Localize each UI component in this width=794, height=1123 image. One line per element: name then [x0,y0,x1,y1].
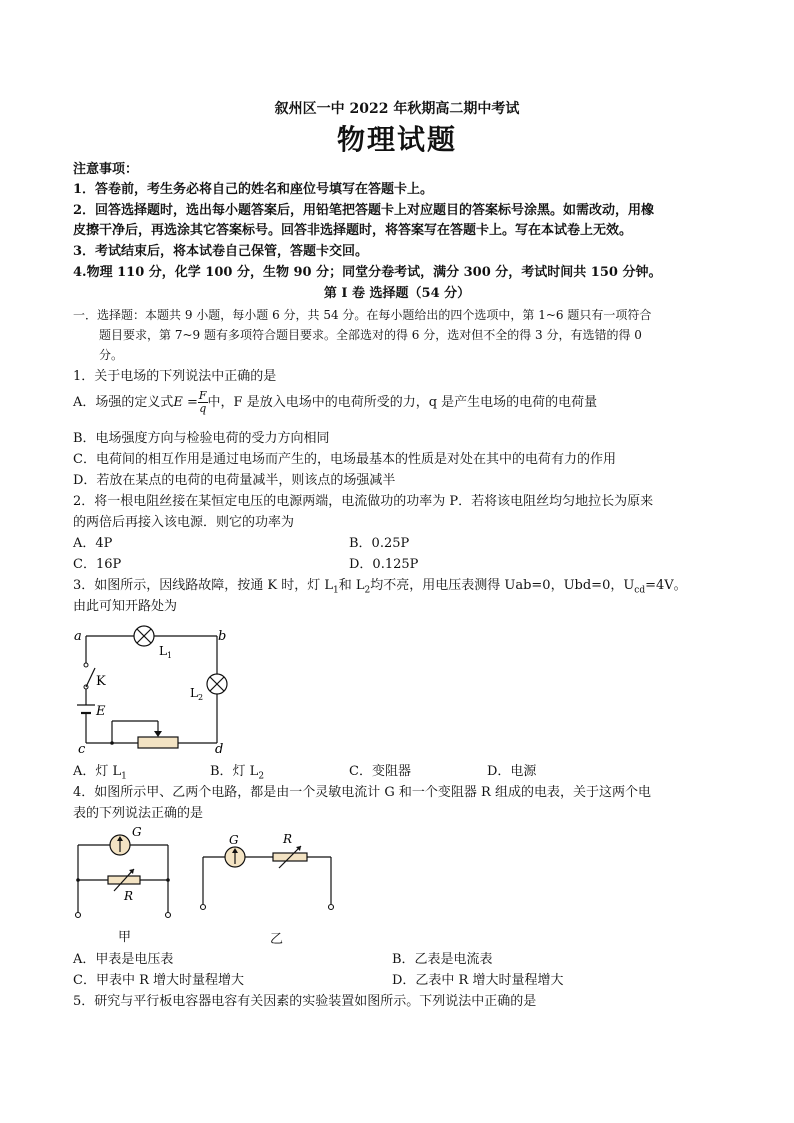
battery-e-icon [77,705,95,713]
galvanometer-g-icon [225,847,245,867]
node-label-b: b [218,629,227,644]
section-heading: 第 I 卷 选择题（54 分） [323,286,471,301]
question-1-option-d: D．若放在某点的电荷的电荷量减半，则该点的场强减半 [73,473,396,488]
resistor-r-icon [273,846,307,868]
question-1-option-b: B．电场强度方向与检验电荷的受力方向相同 [73,431,330,446]
node-label-c: c [78,742,86,757]
lamp-l1-icon [134,626,154,646]
meter-figure-jia [70,825,180,925]
question-5-stem: 5．研究与平行板电容器电容有关因素的实验装置如图所示。下列说法中正确的是 [73,994,537,1009]
question-1-option-a [73,390,597,415]
question-4-option-c: C．甲表中 R 增大时量程增大 [73,973,244,988]
question-2-stem: 2．将一根电阻丝接在某恒定电压的电源两端，电流做功的功率为 P．若将该电阻丝均匀地拉长为原来 [73,494,654,509]
option-text: A．灯 L [73,764,122,779]
question-4-option-a: A．甲表是电压表 [73,952,174,967]
question-4-option-d: D．乙表中 R 增大时量程增大 [392,973,564,988]
fraction-denominator: q [199,402,207,415]
lamp-l2-icon [207,674,227,694]
question-2-stem: 的两倍后再接入该电源．则它的功率为 [73,515,295,530]
subscript: 1 [333,585,339,596]
lamp-l1-label: $L_1$ [159,644,173,660]
switch-label: K [96,674,106,689]
question-4-stem: 表的下列说法正确的是 [73,806,204,821]
subscript: 2 [258,771,265,782]
notice-item: 4.物理 110 分，化学 100 分，生物 90 分；同堂分卷考试，满分 300 分，考试时间共 150 分钟。 [73,265,662,280]
figure-label-jia: 甲 [118,930,132,945]
node-label-d: d [215,742,224,757]
option-text: B．灯 L [210,764,259,779]
resistor-label: R [283,832,293,846]
resistor-label: R [124,889,134,903]
notice-item: 3．考试结束后，将本试卷自己保管，答题卡交回。 [73,244,369,259]
galvanometer-label: G [229,833,239,847]
question-3-option-c: C．变阻器 [349,764,411,779]
stem-text: 均不亮，用电压表测得 Uab=0，Ubd=0，U [370,578,635,593]
switch-k-icon [84,663,95,689]
lamp-l2-label: $L_2$ [190,686,204,702]
page-title: 物理试题 [336,123,457,156]
subscript: 1 [121,771,127,782]
option-text: 中，F 是放入电场中的电荷所受的力，q 是产生电场的电荷的电荷量 [207,395,598,410]
question-2-option-b: B．0.25P [349,536,410,551]
fraction-numerator: F [198,389,207,402]
stem-text: =4V。 [645,578,687,593]
question-3-stem: 由此可知开路处为 [73,599,178,614]
question-3-option-d: D．电源 [487,764,537,779]
battery-label: E [96,704,106,719]
rheostat-icon [110,721,178,748]
meter-figure-yi [195,830,340,915]
subscript: 2 [364,585,371,596]
stem-text: 和 L [338,578,365,593]
formula-lhs: E = [173,395,198,410]
galvanometer-g-icon [110,835,130,855]
exam-subtitle: 叙州区一中 2022 年秋期高二期中考试 [274,101,520,117]
question-2-option-d: D．0.125P [349,557,419,572]
question-4-stem: 4．如图所示甲、乙两个电路，都是由一个灵敏电流计 G 和一个变阻器 R 组成的电表，关于这两个电 [73,785,651,800]
notice-item: 2．回答选择题时，选出每小题答案后，用铅笔把答题卡上对应题目的答案标号涂黑。如需改动，用橡 [73,203,655,218]
node-label-a: a [74,629,82,644]
subscript: cd [634,585,646,596]
section-intro-line: 题目要求，第 7~9 题有多项符合题目要求。全部选对的得 6 分，选对但不全的得 3 分，有选错的得 0 [99,328,642,342]
question-4-option-b: B．乙表是电流表 [392,952,493,967]
question-1-option-c: C．电荷间的相互作用是通过电场而产生的，电场最基本的性质是对处在其中的电荷有力的作用 [73,452,616,467]
option-text: A．场强的定义式 [73,395,174,410]
stem-text: 3．如图所示，因线路故障，按通 K 时，灯 L [73,578,334,593]
notice-item: 1．答卷前，考生务必将自己的姓名和座位号填写在答题卡上。 [73,182,434,197]
fraction-f-over-q [198,390,208,415]
resistor-r-icon [108,869,140,891]
question-2-option-a: A．4P [73,536,113,551]
figure-label-yi: 乙 [270,932,284,947]
circuit-figure-q3 [70,625,240,757]
notice-heading: 注意事项： [73,162,139,177]
section-intro-line: 分。 [99,348,124,362]
question-2-option-c: C．16P [73,557,122,572]
notice-item: 皮擦干净后，再选涂其它答案标号。回答非选择题时，将答案写在答题卡上。写在本试卷上无效。 [73,223,633,238]
galvanometer-label: G [132,825,142,839]
question-1-stem: 1．关于电场的下列说法中正确的是 [73,369,277,384]
section-intro-line: 一．选择题：本题共 9 小题，每小题 6 分，共 54 分。在每小题给出的四个选项中，第 1~6 题只有一项符合 [73,308,652,322]
